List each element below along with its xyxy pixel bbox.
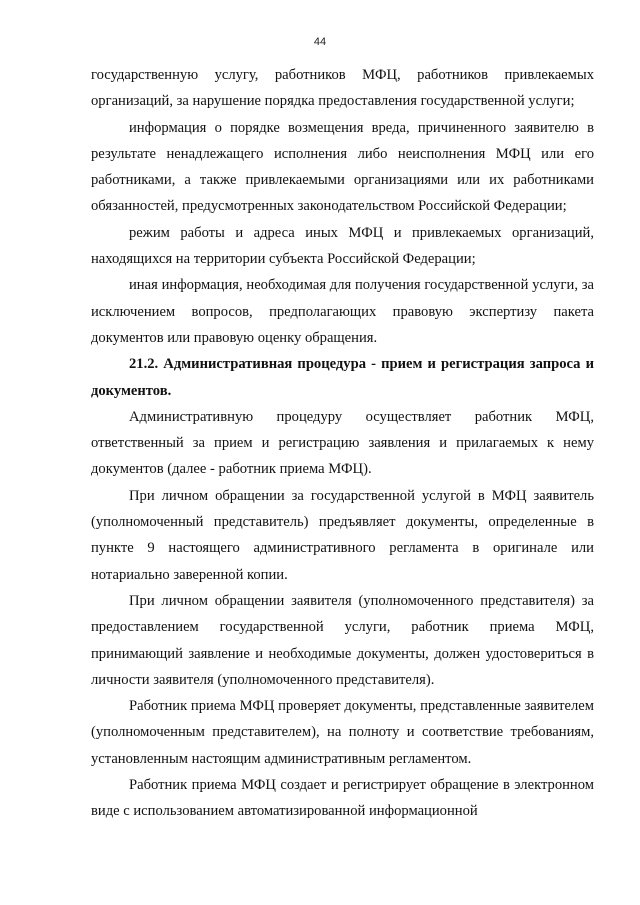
paragraph-other-info: иная информация, необходимая для получения государственной услуги, за исключением вопросов, предполагающих правовую экспертизу пакета документов или правовую оценку обращения. [91, 277, 594, 346]
paragraph-continuation: государственную услугу, работников МФЦ, работников привлекаемых организаций, за нарушение порядка предоставления государственной услуги; [91, 67, 594, 110]
page-number: 44 [313, 36, 327, 48]
paragraph-identity-check: При личном обращении заявителя (уполномоченного представителя) за предоставлением государственной услуги, работник приема МФЦ, принимающий заявление и необходимые документы, должен удостовериться в личности заявителя (уполномоченного представителя). [91, 592, 594, 688]
document-body [91, 62, 594, 825]
section-heading: 21.2. Административная процедура - прием и регистрация запроса и документов. [91, 356, 594, 399]
paragraph-working-hours: режим работы и адреса иных МФЦ и привлекаемых организаций, находящихся на территории субъекта Российской Федерации; [91, 224, 594, 268]
paragraph-registration: Работник приема МФЦ создает и регистрирует обращение в электронном виде с использованием автоматизированной информационной [91, 777, 594, 820]
paragraph-procedure-performer: Административную процедуру осуществляет работник МФЦ, ответственный за прием и регистрацию заявления и прилагаемых к нему документов (далее - работник приема МФЦ). [91, 408, 594, 478]
paragraph-compensation-info: информация о порядке возмещения вреда, причиненного заявителю в результате ненадлежащего исполнения либо неисполнения МФЦ или его работниками, а также привлекаемыми организациями или их работниками обязанностей, предусмотренных законодательством Российской Федерации; [91, 119, 594, 215]
paragraph-personal-request: При личном обращении за государственной услугой в МФЦ заявитель (уполномоченный представитель) предъявляет документы, определенные в пункте 9 настоящего административного регламента в оригинале или нотариально заверенной копии. [91, 487, 594, 583]
paragraph-document-check: Работник приема МФЦ проверяет документы, представленные заявителем (уполномоченным представителем), на полноту и соответствие требованиям, установленным настоящим административным регламентом. [91, 698, 594, 767]
